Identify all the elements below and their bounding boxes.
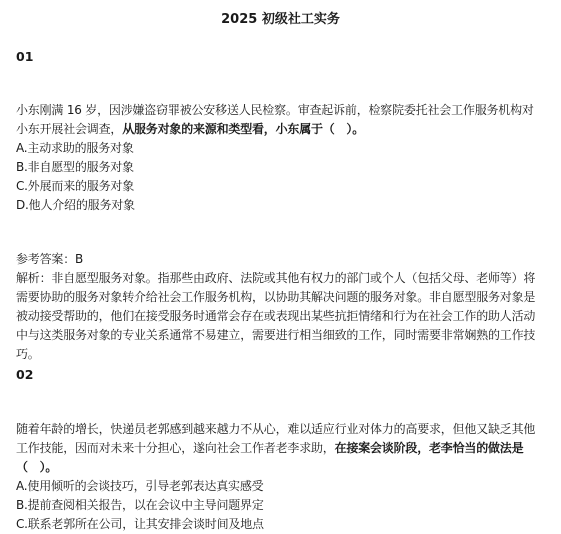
option-a: A.主动求助的服务对象 [16,141,134,155]
document-title: 2025 初级社工实务 [221,12,340,27]
question-stem [16,101,544,139]
question-stem-emphasis: 从服务对象的来源和类型看，小东属于（ ）。 [122,122,365,136]
question-stem-text: 小东刚满 16 岁，因涉嫌盗窃罪被公安移送人民检察。审查起诉前，检察院委托社会工作服务机构对小东开展社会调查， [16,103,534,136]
option-a: A.使用倾听的会谈技巧，引导老郭表达真实感受 [16,479,264,493]
option-b: B.提前查阅相关报告，以在会议中主导问题界定 [16,498,264,512]
option-c: C.联系老郭所在公司，让其安排会谈时间及地点 [16,517,264,531]
analysis-text: 解析：非自愿型服务对象。指那些由政府、法院或其他有权力的部门或个人（包括父母、老师等）将需要协助的服务对象转介给社会工作服务机构，以协助其解决问题的服务对象。非自愿型服务对象是被动接受帮助的，他们在接受服务时通常会存在或表现出某些抗拒情绪和行为在社会工作的助人活动中与这类服务对象的专业关系通常不易建立，需要进行相当细致的工作，同时需要非常娴熟的工作技巧。 [16,271,536,361]
question-stem [16,420,544,477]
option-b: B.非自愿型的服务对象 [16,160,134,174]
question-number: 02 [16,367,34,382]
question-number: 01 [16,49,34,64]
question-stem-emphasis: 在接案会谈阶段，老李恰当的做法是（ ）。 [16,441,524,474]
option-d: D.他人介绍的服务对象 [16,198,135,212]
question-stem-text: 随着年龄的增长，快递员老郭感到越来越力不从心，难以适应行业对体力的高要求，但他又缺乏其他工作技能，因而对未来十分担心，遂向社会工作者老李求助， [16,422,536,455]
answer-line: 参考答案：B [16,252,84,266]
option-c: C.外展而来的服务对象 [16,179,134,193]
